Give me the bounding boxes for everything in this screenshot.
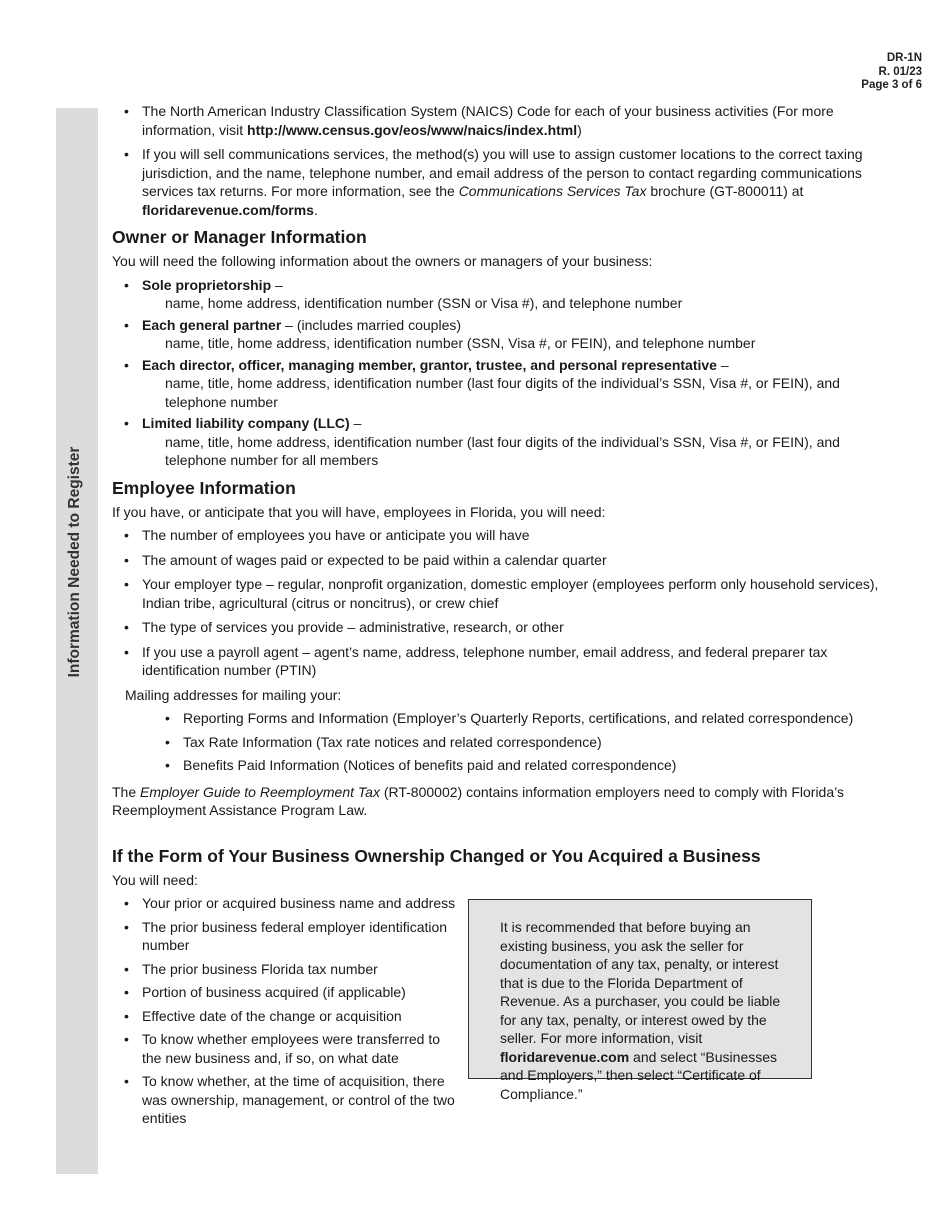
- guide-prefix: The: [112, 783, 141, 800]
- owner-item-detail: name, title, home address, identification number (last four digits of the individual’s SSN, Visa #, or FEIN), and telephone number: [165, 375, 840, 410]
- owner-item: [112, 276, 887, 313]
- owner-item-detail: name, title, home address, identification number (SSN, Visa #, or FEIN), and telephone number: [165, 335, 756, 351]
- mailing-intro: Mailing addresses for mailing your:: [125, 686, 342, 703]
- form-number: DR-1N: [886, 52, 922, 64]
- notice-rest: and select “Businesses and Employers,” then select “Certificate of Compliance.”: [500, 1048, 778, 1102]
- ownership-change-item: • To know whether, at the time of acquisition, there was ownership, management, or control of the two entities: [112, 1072, 457, 1128]
- page-content: [112, 102, 887, 1154]
- sidebar-label: Information Needed to Register: [66, 446, 83, 678]
- ownership-change-list: [112, 894, 457, 1133]
- employee-intro: If you have, or anticipate that you will have, employees in Florida, you will need:: [112, 503, 606, 520]
- guide-title: Employer Guide to Reemployment Tax: [140, 783, 380, 800]
- employee-item: • The amount of wages paid or expected to be paid within a calendar quarter: [112, 551, 887, 570]
- owner-item-label: Each general partner: [142, 316, 282, 333]
- owner-item-label: Each director, officer, managing member, grantor, trustee, and personal representative: [142, 356, 717, 373]
- naics-text: The North American Industry Classification System (NAICS) Code for each of your business activities (For more information, visit: [142, 103, 834, 138]
- form-revision: R. 01/23: [878, 65, 922, 78]
- employer-guide-note: [112, 783, 887, 820]
- mailing-item: • Benefits Paid Information (Notices of benefits paid and related correspondence): [112, 756, 887, 775]
- mailing-item: • Tax Rate Information (Tax rate notices and related correspondence): [112, 733, 887, 752]
- owner-item-label: Limited liability company (LLC): [142, 415, 350, 431]
- employee-item: • The number of employees you have or anticipate you will have: [112, 526, 887, 545]
- ownership-change-item: • To know whether employees were transferred to the new business and, if so, on what date: [112, 1030, 457, 1067]
- ownership-change-intro: You will need:: [112, 871, 198, 888]
- ownership-change-item: • The prior business Florida tax number: [112, 960, 457, 979]
- owner-item-detail: name, title, home address, identification number (last four digits of the individual’s SSN, Visa #, or FEIN), and telephone number for all members: [165, 433, 840, 468]
- owner-item-label: Sole proprietorship: [142, 276, 272, 293]
- page-number: Page 3 of 6: [861, 79, 922, 91]
- comm-brochure-title: Communications Services Tax: [458, 183, 647, 199]
- forms-link[interactable]: floridarevenue.com/forms: [142, 201, 314, 218]
- owner-item: [112, 414, 887, 470]
- notice-text: It is recommended that before buying an existing business, you ask the seller for documentation of any tax, penalty, or interest that is due to the Florida Department of Revenue. As a purchaser, you could be liable for any tax, penalty, or interest owed by the seller. For more information, visit: [500, 919, 781, 1046]
- certificate-of-compliance-notice: [468, 899, 812, 1102]
- naics-end: ): [577, 121, 582, 138]
- ownership-change-item: • Effective date of the change or acquisition: [112, 1007, 457, 1026]
- ownership-change-section: [112, 894, 887, 1154]
- naics-link[interactable]: http://www.census.gov/eos/www/naics/index.html: [247, 121, 578, 138]
- employee-item: • If you use a payroll agent – agent’s name, address, telephone number, email address, and federal preparer tax identification number (PTIN): [112, 643, 887, 680]
- communications-bullet: [112, 145, 887, 219]
- employee-heading: Employee Information: [112, 477, 296, 498]
- employee-item: • Your employer type – regular, nonprofit organization, domestic employer (employees perform only household services), Indian tribe, agricultural (citrus or noncitrus), or crew chief: [112, 575, 887, 612]
- owner-item: [112, 356, 887, 412]
- form-identifier: [861, 52, 922, 93]
- owner-item-detail: name, home address, identification number (SSN or Visa #), and telephone number: [165, 295, 683, 311]
- employee-item: • The type of services you provide – administrative, research, or other: [112, 618, 887, 637]
- mailing-item: • Reporting Forms and Information (Employer’s Quarterly Reports, certifications, and related correspondence): [112, 709, 887, 728]
- comm-text: If you will sell communications services, the method(s) you will use to assign customer locations to the correct taxing jurisdiction, and the name, telephone number, and email address of the person to contact regarding communications services tax returns. For more information, see the: [142, 146, 863, 199]
- comm-end: .: [313, 201, 318, 218]
- owner-heading: Owner or Manager Information: [112, 227, 367, 247]
- owner-intro: You will need the following information about the owners or managers of your business:: [112, 253, 653, 269]
- naics-bullet: [112, 102, 887, 139]
- ownership-change-item: • The prior business federal employer identification number: [112, 918, 457, 955]
- owner-item-suffix: – (includes married couples): [281, 316, 462, 333]
- owner-item-suffix: –: [271, 276, 283, 293]
- floridarevenue-link[interactable]: floridarevenue.com: [500, 1048, 630, 1065]
- ownership-change-item: • Your prior or acquired business name and address: [112, 894, 457, 913]
- owner-item-suffix: –: [349, 415, 362, 431]
- owner-item: [112, 316, 887, 353]
- ownership-change-heading: If the Form of Your Business Ownership Changed or You Acquired a Business: [112, 845, 761, 866]
- owner-item-suffix: –: [716, 356, 729, 373]
- comm-text-2: brochure (GT-800011) at: [646, 183, 804, 199]
- ownership-change-item: • Portion of business acquired (if applicable): [112, 983, 457, 1002]
- guide-rest: (RT-800002) contains information employers need to comply with Florida’s Reemployment Assistance Program Law.: [112, 783, 844, 818]
